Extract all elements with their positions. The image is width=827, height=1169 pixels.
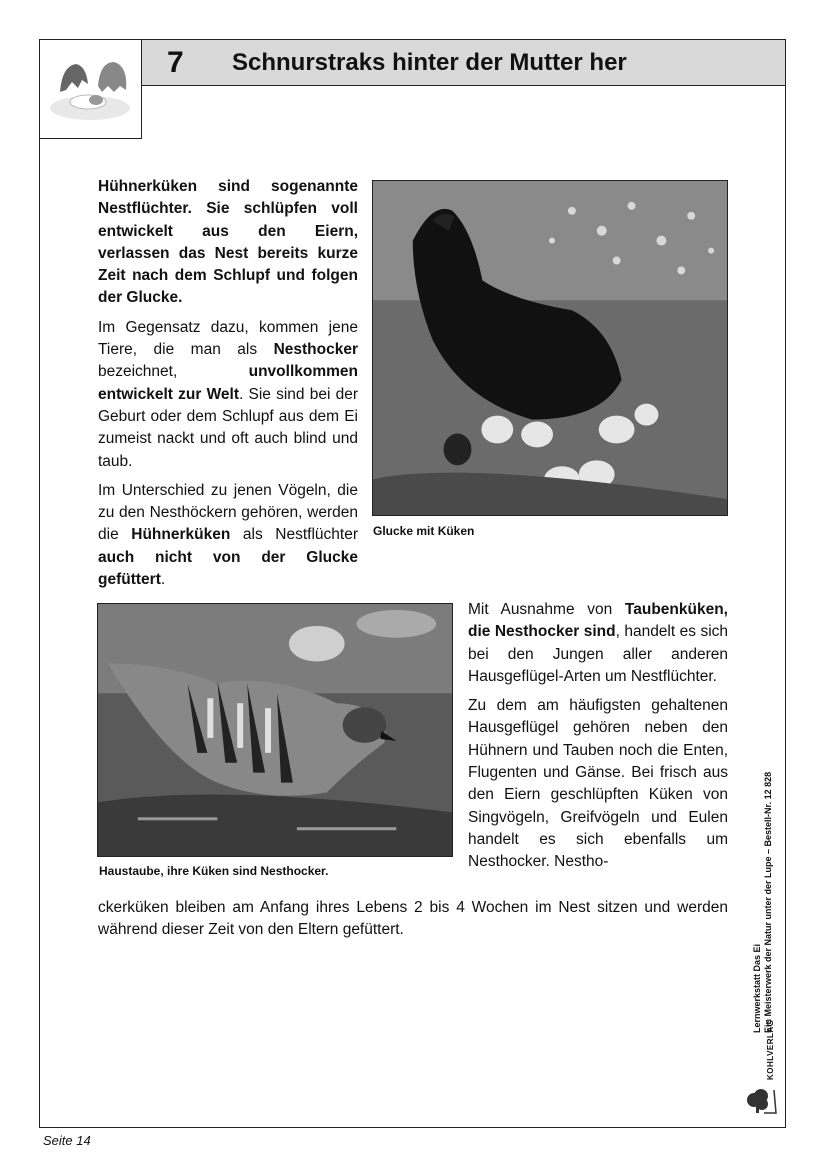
hen-with-chicks-photo <box>372 180 728 516</box>
egg-icon-box <box>39 39 142 139</box>
right-column-text <box>468 599 728 881</box>
hen-photo-caption: Glucke mit Küken <box>373 524 475 538</box>
paragraph-5-bottom: ckerküken bleiben am Anfang ihres Lebens 2 bis 4 Wochen im Nest sitzen und werden während dieser Zeit von den Eltern gefüttert. <box>98 899 728 939</box>
page-number: Seite 14 <box>43 1133 91 1148</box>
series-side-label <box>752 772 774 1033</box>
page-title: Schnurstraks hinter der Mutter her <box>232 49 627 76</box>
cracked-egg-icon <box>40 40 140 137</box>
paragraph-1: Hühnerküken sind sogenannte Nestflüchter. Sie schlüpfen voll entwickelt aus den Eiern, verlassen das Nest bereits kurze Zeit nach dem Schlupf und folgen der Glucke. <box>98 178 358 307</box>
chapter-number: 7 <box>167 46 184 79</box>
paragraph-4: Mit Ausnahme von Taubenküken, die Nesthocker sind, handelt es sich bei den Jungen aller anderen Hausgeflügel-Arten um Nestflüchter. <box>468 601 729 685</box>
tree-logo-icon <box>744 1088 778 1114</box>
publisher-logo-text: KOHLVERLAG <box>766 1019 775 1080</box>
paragraph-2: Im Gegensatz dazu, kommen jene Tiere, die man als Nesthocker bezeichnet, unvollkommen entwickelt zur Welt. Sie sind bei der Geburt oder dem Schlupf aus dem Ei zumeist nackt und oft auch blind und taub. <box>98 318 358 470</box>
bottom-continuation-text <box>98 897 728 949</box>
paragraph-5-top: Zu dem am häufigsten gehaltenen Hausgeflügel gehören neben den Hühnern und Tauben noch die Enten, Flugenten und Gänse. Bei frisch aus den Eiern geschlüpften Küken von Singvögeln, Greifvögeln und Eulen handelt es sich ebenfalls um Nesthocker. Nestho- <box>468 697 728 871</box>
intro-text <box>98 176 358 598</box>
paragraph-3: Im Unterschied zu jenen Vögeln, die zu den Nesthöckern gehören, werden die Hühnerküken als Nestflüchter auch nicht von der Glucke gefüttert. <box>98 481 358 589</box>
series-title: Lernwerkstatt Das Ei <box>752 943 762 1033</box>
pigeon-photo <box>97 603 453 857</box>
series-subtitle: Ein Meisterwerk der Natur unter der Lupe – Bestell-Nr. 12 828 <box>763 771 773 1033</box>
pigeon-photo-caption: Haustaube, ihre Küken sind Nesthocker. <box>99 864 329 878</box>
